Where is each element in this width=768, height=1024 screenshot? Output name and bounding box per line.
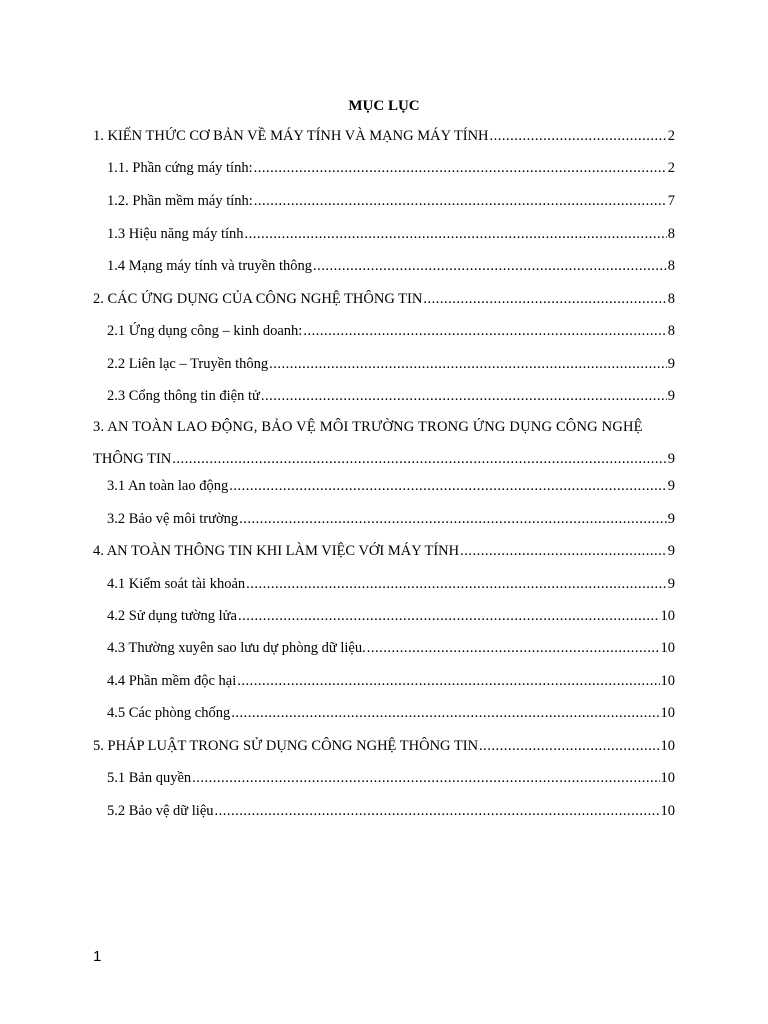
dot-leader [231, 703, 659, 723]
toc-entry-page: 10 [660, 673, 675, 689]
toc-entry-page: 9 [667, 356, 675, 372]
toc-entry-label: 5.2 Bảo vệ dữ liệu [107, 803, 214, 819]
toc-entry-label: 1. KIẾN THỨC CƠ BẢN VỀ MÁY TÍNH VÀ MẠNG MÁY TÍNH [93, 128, 489, 144]
toc-entry-page: 8 [667, 323, 675, 339]
toc-entry-2-1[interactable] [107, 321, 675, 341]
dot-leader [215, 801, 660, 821]
toc-entry-4-3[interactable] [107, 638, 675, 658]
toc-entry-label: 3.2 Bảo vệ môi trường [107, 511, 239, 527]
toc-entry-label: 1.1. Phần cứng máy tính: [107, 160, 253, 176]
toc-entry-label-line2: THÔNG TIN [93, 451, 172, 467]
toc-entry-page: 10 [660, 608, 675, 624]
toc-entry-label: 2.2 Liên lạc – Truyền thông [107, 356, 269, 372]
toc-entry-5-1[interactable] [107, 768, 675, 788]
toc-entry-1-2[interactable] [107, 191, 675, 211]
toc-entry-page: 10 [660, 803, 675, 819]
toc-entry-page: 8 [667, 258, 675, 274]
dot-leader [367, 638, 660, 658]
toc-entry-label-line1: 3. AN TOÀN LAO ĐỘNG, BẢO VỆ MÔI TRƯỜNG TRONG ỨNG DỤNG CÔNG NGHỆ [93, 419, 643, 435]
toc-entry-page: 10 [660, 770, 675, 786]
toc-entry-page: 9 [667, 511, 675, 527]
dot-leader [245, 224, 667, 244]
toc-entry-page: 10 [660, 640, 675, 656]
dot-leader [238, 606, 660, 626]
toc-entry-page: 9 [667, 451, 675, 467]
toc-entry-label: 4.3 Thường xuyên sao lưu dự phòng dữ liệu. [107, 640, 366, 656]
toc-entry-page: 9 [667, 576, 675, 592]
page-number: 1 [93, 948, 102, 965]
dot-leader [490, 126, 667, 146]
toc-entry-4-5[interactable] [107, 703, 675, 723]
toc-entry-3-2[interactable] [107, 509, 675, 529]
toc-entry-2-2[interactable] [107, 354, 675, 374]
toc-entry-1-4[interactable] [107, 256, 675, 276]
dot-leader [261, 386, 667, 406]
toc-entry-label: 3.1 An toàn lao động [107, 478, 229, 494]
toc-entry-1[interactable] [93, 126, 675, 146]
toc-entry-2[interactable] [93, 289, 675, 309]
toc-entry-page: 8 [667, 291, 675, 307]
toc-entry-label: 2.3 Cổng thông tin điện tử [107, 388, 260, 404]
toc-title: MỤC LỤC [348, 98, 420, 114]
toc-entry-5-2[interactable] [107, 801, 675, 821]
dot-leader [269, 354, 667, 374]
toc-entry-page: 10 [660, 705, 675, 721]
toc-entry-label: 4. AN TOÀN THÔNG TIN KHI LÀM VIỆC VỚI MÁY TÍNH [93, 543, 460, 559]
toc-entry-3[interactable] [93, 417, 675, 469]
toc-entry-1-3[interactable] [107, 224, 675, 244]
dot-leader [229, 476, 667, 496]
toc-entry-page: 2 [667, 128, 675, 144]
dot-leader [313, 256, 667, 276]
toc-entry-page: 9 [667, 543, 675, 559]
dot-leader [239, 509, 667, 529]
toc-entry-5[interactable] [93, 736, 675, 756]
dot-leader [172, 449, 666, 469]
dot-leader [460, 541, 667, 561]
toc-entry-4-1[interactable] [107, 574, 675, 594]
dot-leader [192, 768, 659, 788]
dot-leader [254, 158, 667, 178]
toc-entry-page: 9 [667, 388, 675, 404]
dot-leader [423, 289, 666, 309]
toc-entry-4[interactable] [93, 541, 675, 561]
toc-entry-2-3[interactable] [107, 386, 675, 406]
toc-entry-4-4[interactable] [107, 671, 675, 691]
toc-entry-label: 2.1 Ứng dụng công – kinh doanh: [107, 323, 303, 339]
toc-entry-label: 4.5 Các phòng chống [107, 705, 231, 721]
toc-entry-1-1[interactable] [107, 158, 675, 178]
toc-entry-page: 10 [660, 738, 675, 754]
dot-leader [303, 321, 666, 341]
dot-leader [246, 574, 667, 594]
toc-entry-label: 5. PHÁP LUẬT TRONG SỬ DỤNG CÔNG NGHỆ THÔNG TIN [93, 738, 479, 754]
toc-entry-label: 5.1 Bản quyền [107, 770, 192, 786]
toc-entry-page: 9 [667, 478, 675, 494]
dot-leader [479, 736, 659, 756]
toc-entry-label: 1.3 Hiệu năng máy tính [107, 226, 244, 242]
dot-leader [254, 191, 667, 211]
toc-entry-page: 8 [667, 226, 675, 242]
toc-entry-label: 2. CÁC ỨNG DỤNG CỦA CÔNG NGHỆ THÔNG TIN [93, 291, 423, 307]
toc-entry-label: 4.4 Phần mềm độc hại [107, 673, 237, 689]
dot-leader [237, 671, 659, 691]
toc-entry-label: 1.2. Phần mềm máy tính: [107, 193, 253, 209]
toc-entry-page: 7 [667, 193, 675, 209]
toc-entry-label: 1.4 Mạng máy tính và truyền thông [107, 258, 312, 274]
toc-entry-label: 4.2 Sử dụng tường lửa [107, 608, 237, 624]
toc-entry-page: 2 [667, 160, 675, 176]
toc-entry-label: 4.1 Kiểm soát tài khoản [107, 576, 246, 592]
toc-entry-4-2[interactable] [107, 606, 675, 626]
toc-entry-3-1[interactable] [107, 476, 675, 496]
